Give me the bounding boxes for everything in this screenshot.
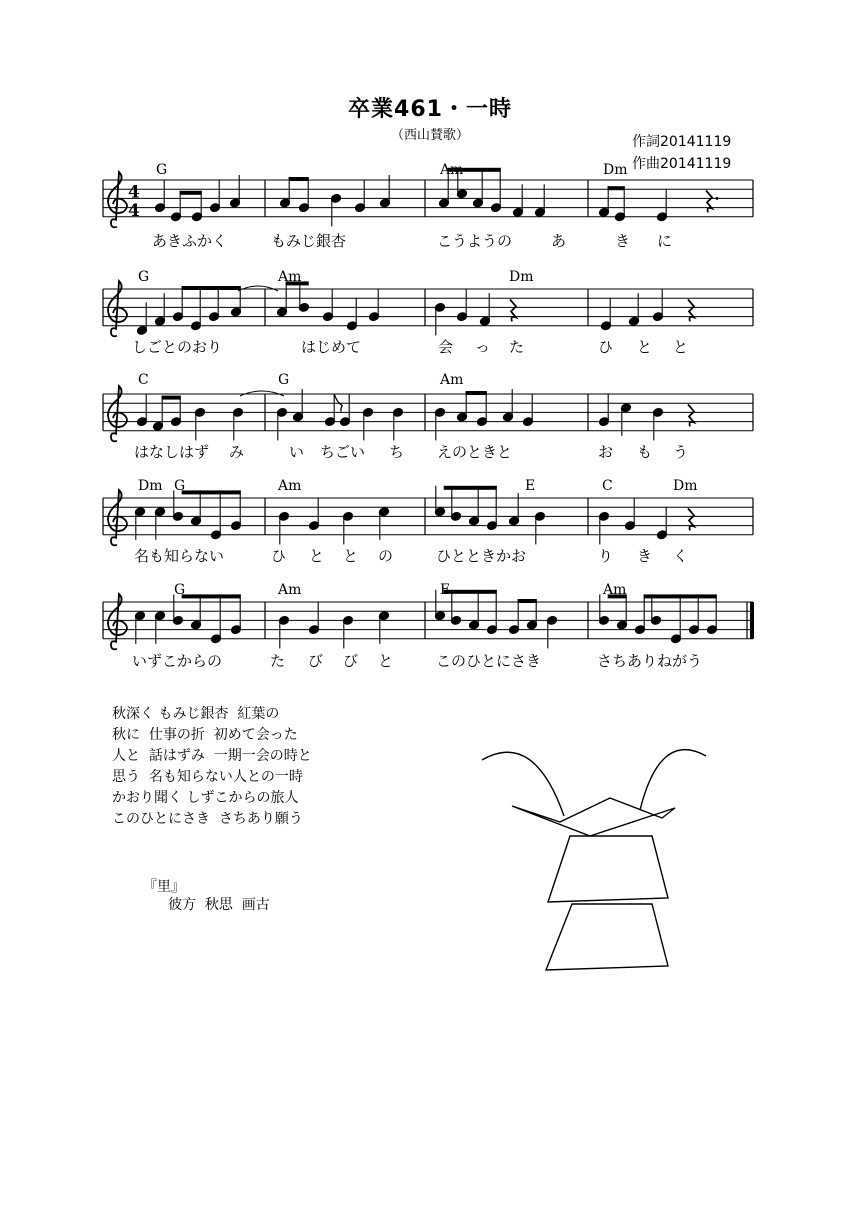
chord-symbol: Dm xyxy=(138,478,163,494)
lyric-syllable: も xyxy=(637,443,653,461)
chord-symbol: Am xyxy=(278,478,302,494)
lyric-syllable: た xyxy=(509,338,525,356)
lyric-syllable: このひとにさき xyxy=(436,652,542,670)
figure-shoulders xyxy=(512,798,675,836)
lyric-syllable: と xyxy=(378,652,394,670)
note-flag xyxy=(334,394,342,412)
figure-left-arm xyxy=(482,752,564,816)
lyric-syllable: さちありねがう xyxy=(597,652,703,670)
rest-dot xyxy=(716,197,719,200)
lyric-syllable: き xyxy=(637,547,653,565)
lyric-syllable: き xyxy=(615,232,631,250)
quarter-rest xyxy=(706,190,712,212)
lyric-syllable: お xyxy=(598,443,614,461)
treble-clef-icon xyxy=(115,315,118,318)
lyric-syllable: と xyxy=(309,547,325,565)
lyric-syllable: ち xyxy=(389,443,405,461)
lyric-syllable: 会 xyxy=(438,338,454,356)
note-beam xyxy=(466,391,487,395)
lyric-syllable: う xyxy=(673,443,689,461)
lyric-syllable: しごとのおり xyxy=(132,338,223,356)
quarter-rest xyxy=(688,508,694,530)
lyric-syllable: と xyxy=(343,547,359,565)
verse-line: 秋深く もみじ銀杏 紅葉の xyxy=(112,706,280,722)
final-barline xyxy=(750,602,754,639)
verse-line: 人と 話はずみ 一期一会の時と xyxy=(112,748,312,764)
lyric-syllable: はじめて xyxy=(301,338,362,356)
figure-right-arm xyxy=(640,750,706,810)
lyric-syllable: と xyxy=(673,338,689,356)
treble-clef-icon xyxy=(115,420,118,423)
signature-title: 『里』 xyxy=(143,879,185,895)
chord-symbol: G xyxy=(174,582,186,598)
song-title: 卒業461・一時 xyxy=(348,97,512,122)
chord-symbol: Dm xyxy=(603,162,628,178)
lyric-syllable: あきふかく xyxy=(152,232,228,250)
chord-symbol: Dm xyxy=(673,478,698,494)
composer-credit: 作曲20141119 xyxy=(632,156,732,172)
verse-line: このひとにさき さちあり願う xyxy=(112,811,303,827)
treble-clef-icon xyxy=(115,524,118,527)
chord-symbol: C xyxy=(138,372,149,388)
note-beam xyxy=(444,590,497,594)
note-beam xyxy=(180,191,202,195)
chord-symbol: Am xyxy=(603,582,627,598)
quarter-rest xyxy=(688,299,694,321)
chord-symbol: C xyxy=(602,478,613,494)
note-beam xyxy=(182,286,241,290)
chord-symbol: G xyxy=(278,372,290,388)
lyric-syllable: もみじ銀杏 xyxy=(271,232,347,250)
lyric-syllable: いずこからの xyxy=(132,652,223,670)
note-beam xyxy=(644,594,717,598)
note-beam xyxy=(608,186,625,190)
chord-symbol: G xyxy=(156,162,168,178)
lyric-syllable: っ xyxy=(475,338,491,356)
verse-line: 思う 名も知らない人との一時 xyxy=(112,769,303,785)
verse-line: 秋に 仕事の折 初めて会った xyxy=(112,727,298,743)
lyric-syllable: と xyxy=(637,338,653,356)
treble-clef-icon xyxy=(115,628,118,631)
chord-symbol: E xyxy=(440,582,451,598)
lyric-syllable: ひ xyxy=(271,547,287,565)
chord-symbol: Am xyxy=(278,582,302,598)
lyric-syllable: ひ xyxy=(598,338,614,356)
chord-symbol: Dm xyxy=(509,269,534,285)
lyric-syllable: こうようの xyxy=(437,232,513,250)
lyric-syllable: 名も知らない xyxy=(134,547,225,565)
lyric-syllable: み xyxy=(229,443,245,461)
chord-symbol: E xyxy=(525,478,536,494)
time-signature-top: 4 xyxy=(128,182,140,203)
lyric-syllable: ひとときかお xyxy=(436,547,527,565)
lyric-syllable: い xyxy=(289,443,305,461)
chord-symbol: G xyxy=(138,269,150,285)
chord-symbol: Am xyxy=(440,162,464,178)
figure-skirt xyxy=(546,904,668,970)
song-subtitle: （西山賛歌） xyxy=(390,128,469,143)
treble-clef-icon xyxy=(115,206,118,209)
lyric-syllable: た xyxy=(270,652,286,670)
note-beam xyxy=(289,177,309,181)
signature-author: 彼方 秋思 画古 xyxy=(168,897,270,913)
chord-symbol: G xyxy=(174,478,186,494)
lyric-syllable: えのときと xyxy=(437,443,513,461)
note-beam xyxy=(518,599,537,603)
note-beam xyxy=(444,486,497,490)
note-beam xyxy=(162,396,181,400)
verse-line: かおり聞く しずこからの旅人 xyxy=(112,790,299,806)
lyric-syllable: び xyxy=(308,652,324,670)
lyric-syllable: ちごい xyxy=(320,443,366,461)
chord-symbol: Am xyxy=(278,269,302,285)
lyricist-credit: 作詞20141119 xyxy=(632,134,732,150)
lyric-syllable: の xyxy=(378,547,394,565)
quarter-rest xyxy=(688,404,694,426)
figure-body xyxy=(548,836,668,902)
quarter-rest xyxy=(510,299,516,321)
lyric-syllable: び xyxy=(343,652,359,670)
chord-symbol: Am xyxy=(440,372,464,388)
lyric-syllable: く xyxy=(673,547,689,565)
lyric-syllable: り xyxy=(598,547,614,565)
verse-text xyxy=(112,704,312,830)
lyric-syllable: はなしはず xyxy=(134,443,210,461)
lyric-syllable: に xyxy=(657,232,673,250)
note-beam xyxy=(182,594,241,598)
time-signature-bottom: 4 xyxy=(128,200,140,221)
lyric-syllable: あ xyxy=(551,232,567,250)
note-beam xyxy=(182,490,241,494)
